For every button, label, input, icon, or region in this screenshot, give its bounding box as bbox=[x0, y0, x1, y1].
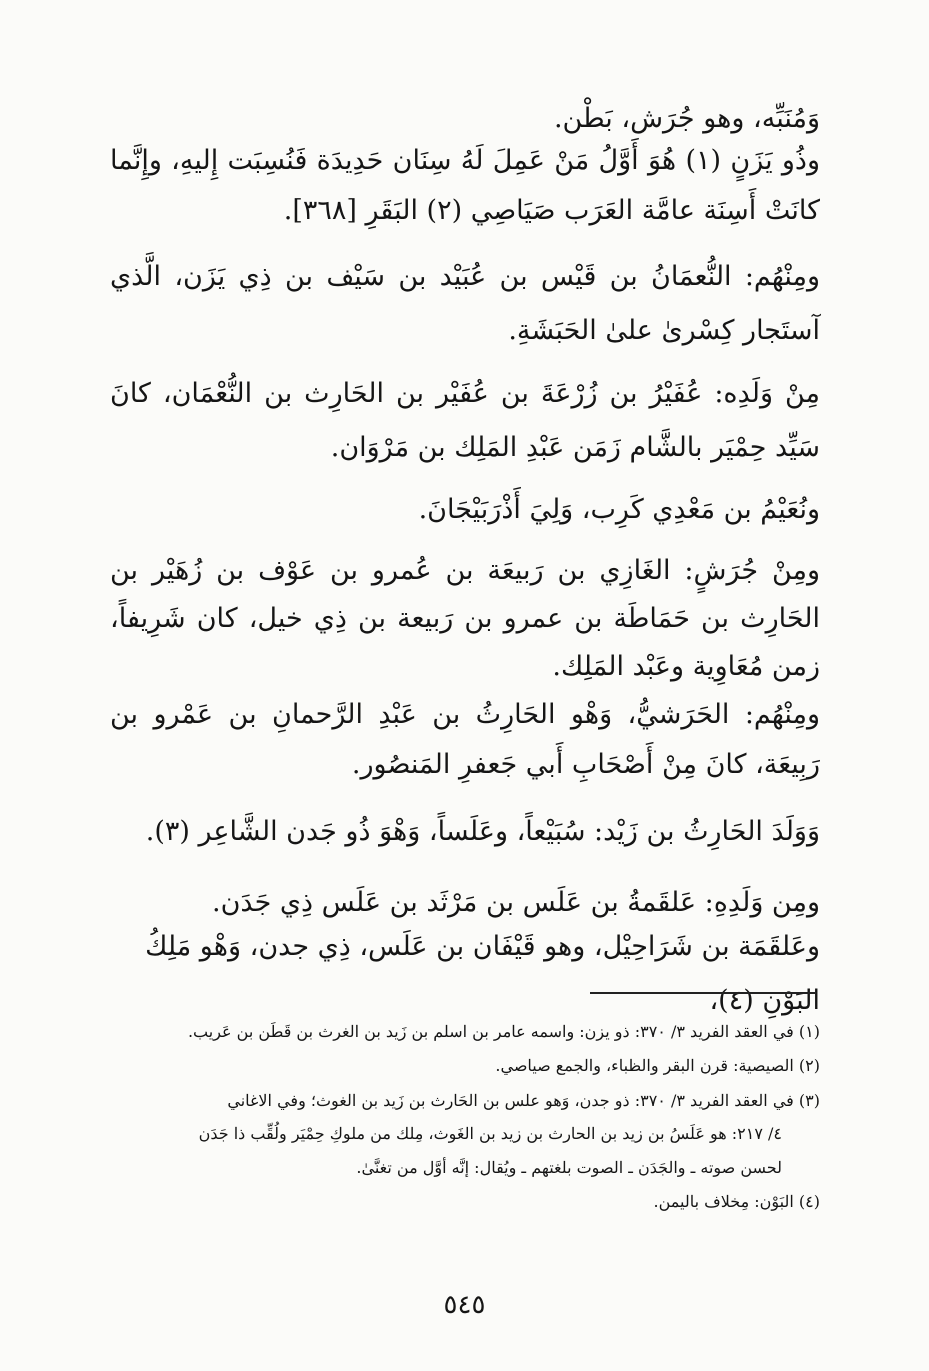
paragraph-alqama: ومِن وَلَدِهِ: عَلقَمةُ بن عَلَس بن مَرْثَد بن عَلَس ذِي جَدَن. bbox=[212, 887, 820, 918]
footnote-3-cont-1: ٤/ ٢١٧: هو عَلَسُ بن زيد بن الحارث بن زيد بن الغَوث، مِلك من ملوكِ حِمْيَر ولُقِّب ذا جَدَن bbox=[198, 1124, 782, 1143]
footnote-2: (٢) الصيصية: قرن البقر والظباء، والجمع صياصي. bbox=[495, 1056, 820, 1075]
paragraph-harith-ibn-zayd: وَوَلَدَ الحَارِثُ بن زَيْد: سُبَيْعاً، وعَلَساً، وَهْوَ ذُو جَدن الشَّاعِر (٣). bbox=[145, 816, 820, 847]
page-number: ٥٤٥ bbox=[443, 1290, 486, 1320]
paragraph-dhu-yazan: وذُو يَزَنٍ (١) هُوَ أَوَّلُ مَنْ عَمِلَ لَهُ سِنَان حَدِيدَة فَنُسِبَت إِليهِ، وإِنَّما كانَتْ أَسِنَة عامَّة العَرَب صَيَاصِي (٢) البَقَرِ [٣٦٨]. bbox=[110, 145, 820, 226]
paragraph-harashi: ومِنْهُم: الحَرَشيُّ، وَهْو الحَارِثُ بن عَبْدِ الرَّحمانِ بن عَمْرو بن رَبِيعَة، كانَ مِنْ أَصْحَابِ أَبي جَعفرِ المَنصُور. bbox=[110, 699, 820, 780]
paragraph-numan: ومِنْهُم: النُّعمَانُ بن قَيْس بن عُبَيْد بن سَيْف بن ذِي يَزَن، الَّذي آستَجار كِسْرىٰ علىٰ الحَبَشَةِ. bbox=[110, 261, 820, 346]
paragraph-alqama-sharahil: وعَلقَمَة بن شَرَاحِيْل، وهو قَيْفَان بن عَلَس، ذِي جدن، وَهْو مَلِكُ البَوْنِ (٤)، bbox=[145, 931, 820, 1016]
footnote-4: (٤) البَوْن: مِخلاف باليمن. bbox=[653, 1192, 820, 1211]
paragraph-jurash: ومِنْ جُرَشٍ: الغَازِي بن رَبيعَة بن عُمرو بن عَوْف بن زُهَيْر بن الحَارِث بن حَمَاطَة بن عمرو بن رَبيعة بن ذِي خيل، كان شَرِيفاً، زمن مُعَاوِية وعَبْد المَلِك. bbox=[110, 555, 820, 682]
paragraph-munabbih: وَمُنَبِّه، وهو جُرَش، بَطْن. bbox=[553, 103, 820, 134]
footnote-3: (٣) في العقد الفريد ٣/ ٣٧٠: ذو جدن، وَهو علس بن الحَارث بن زَيد بن الغوث؛ وفي الاغاني bbox=[227, 1091, 820, 1110]
paragraph-nuaym: ونُعَيْمُ بن مَعْدِي كَرِب، وَلِيَ أَذْرَبَيْجَانَ. bbox=[418, 494, 820, 525]
footnote-1: (١) في العقد الفريد ٣/ ٣٧٠: ذو يزن: واسمه عامر بن اسلم بن زَيد بن الغرث بن قَطَن بن عَريب. bbox=[187, 1022, 820, 1041]
footnote-3-cont-2: لحسن صوته ـ والجَدَن ـ الصوت بلغتهم ـ ويُقال: إنَّه أوَّل من تغنَّىٰ. bbox=[356, 1158, 782, 1177]
paragraph-ufayr: مِنْ وَلَدِه: عُفَيْرُ بن زُرْعَةَ بن عُفَيْر بن الحَارِث بن النُّعْمَان، كانَ سَيِّد حِمْيَر بالشَّام زَمَن عَبْدِ المَلِك بن مَرْوَان. bbox=[110, 378, 820, 463]
footnote-separator bbox=[590, 992, 815, 994]
